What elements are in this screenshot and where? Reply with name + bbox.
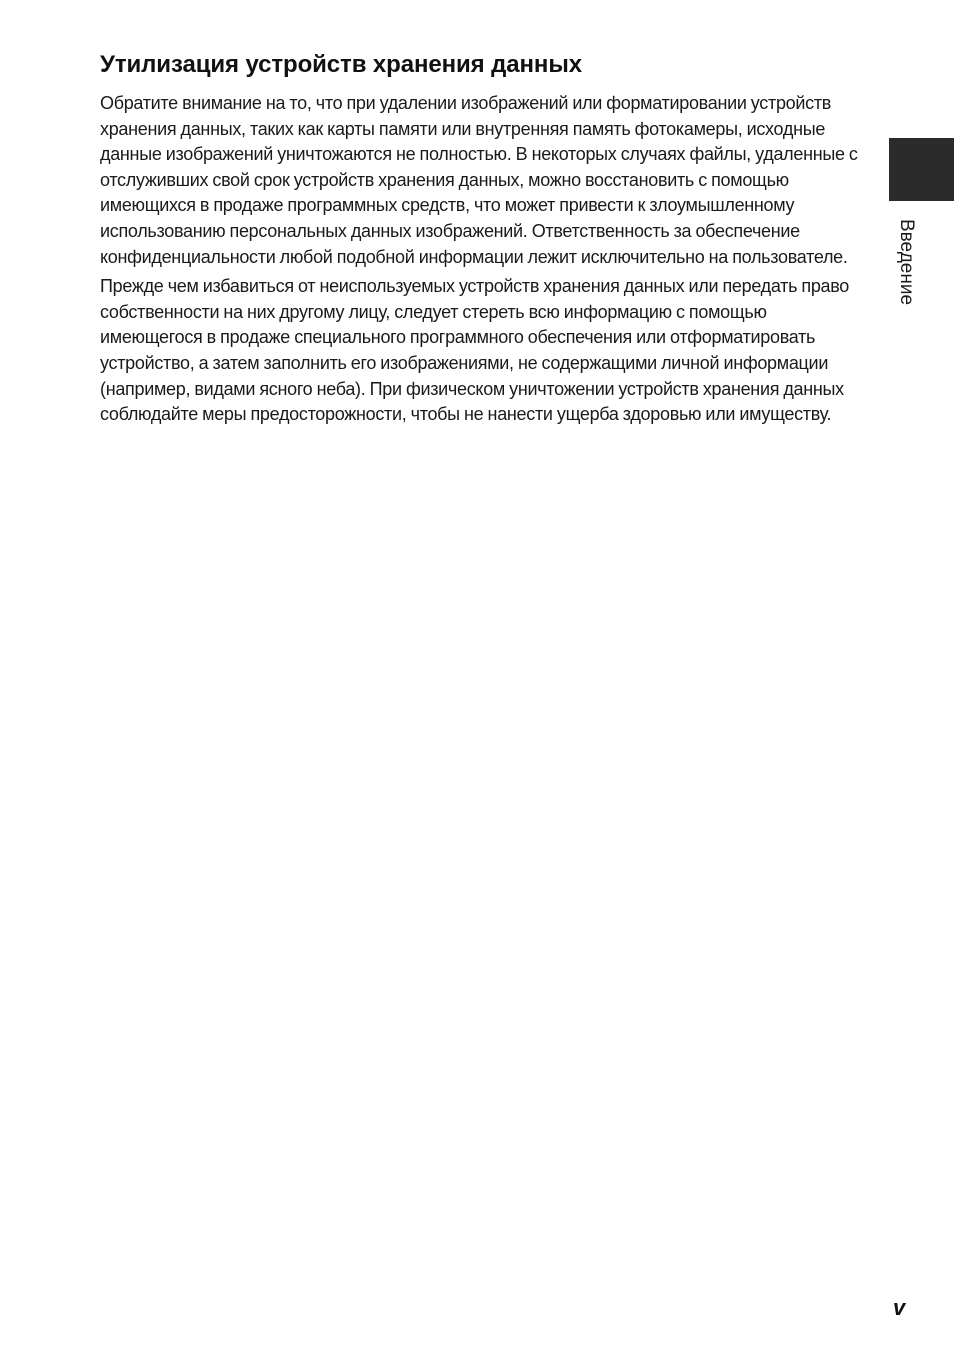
main-content: [100, 48, 860, 432]
page-number: v: [893, 1295, 906, 1320]
paragraph-deletion-warning: Обратите внимание на то, что при удалении изображений или форматировании устройств хранения данных, таких как карты памяти или внутренняя память фотокамеры, исходные данные изображений уничтожаются не полностью. В некоторых случаях файлы, удаленные с отслуживших свой срок устройств хранения данных, можно восстановить с помощью имеющихся в продаже программных средств, что может привести к злоумышленному использованию персональных данных изображений. Ответственность за обеспечение конфиденциальности любой подобной информации лежит исключительно на пользователе.: [100, 93, 858, 267]
chapter-tab-marker: [889, 138, 954, 201]
paragraph-disposal-advice: Прежде чем избавиться от неиспользуемых устройств хранения данных или передать право собственности на них другому лицу, следует стереть всю информацию с помощью имеющегося в продаже специального программного обеспечения или отформатировать устройство, а затем заполнить его изображениями, не содержащими личной информации (например, видами ясного неба). При физическом уничтожении устройств хранения данных соблюдайте меры предосторожности, чтобы не нанести ущерба здоровью или имуществу.: [100, 276, 850, 425]
section-title: Утилизация устройств хранения данных: [100, 51, 582, 78]
chapter-tab-label: Введение: [896, 219, 917, 306]
